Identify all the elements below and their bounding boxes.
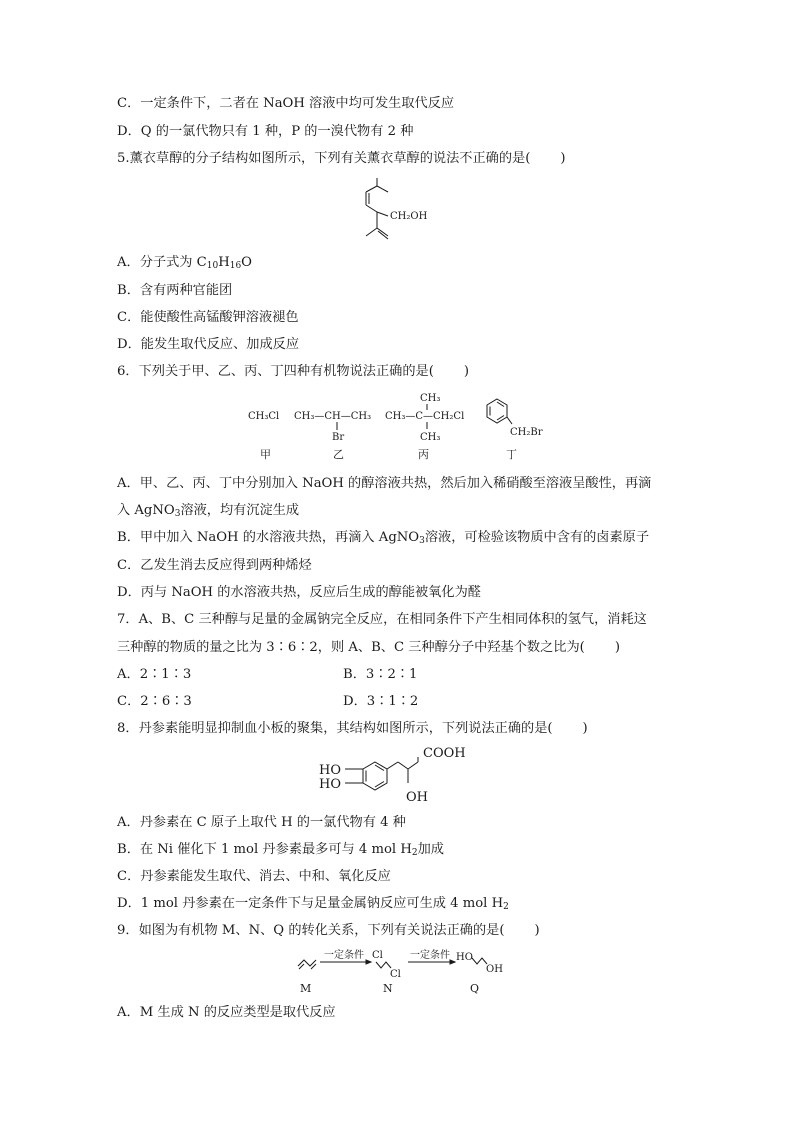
q6-option-a-line2 bbox=[117, 503, 299, 519]
q7-option-d: D．3∶1∶2 bbox=[343, 694, 419, 709]
q8-fig-ho-bottom: HO bbox=[319, 777, 341, 792]
q4-option-c: C．一定条件下，二者在 NaOH 溶液中均可发生取代反应 bbox=[117, 96, 455, 111]
q8-fig-cooh: COOH bbox=[423, 746, 466, 761]
q6-option-b-post: 溶液，可检验该物质中含有的卤素原子 bbox=[424, 530, 650, 545]
q6-compounds-figure bbox=[240, 388, 570, 466]
q9-fig-cond1: 一定条件 bbox=[324, 950, 364, 961]
q9-fig-ho: HO bbox=[456, 952, 473, 963]
q9-fig-label-n: N bbox=[383, 982, 393, 995]
q5-stem-text: 5.薰衣草醇的分子结构如图所示，下列有关薰衣草醇的说法不正确的是( bbox=[117, 151, 531, 166]
q8-danshensu-structure bbox=[315, 740, 485, 810]
q8-option-b-post: 加成 bbox=[417, 842, 444, 857]
q5-option-a-sub1: 10 bbox=[206, 261, 219, 271]
q6-fig-name-yi: 乙 bbox=[333, 448, 344, 461]
q6-fig-yi-row: CH₃—CH—CH₃ bbox=[294, 411, 372, 422]
q7-option-a: A．2∶1∶3 bbox=[117, 667, 192, 682]
q7-stem-line1: 7．A、B、C 三种醇与足量的金属钠完全反应，在相同条件下产生相同体积的氢气，消耗这 bbox=[117, 612, 647, 627]
q9-fig-label-q: Q bbox=[470, 982, 480, 995]
q9-conversion-scheme bbox=[290, 944, 520, 1000]
q5-option-a-o: O bbox=[241, 255, 252, 270]
q9-fig-oh: OH bbox=[486, 964, 503, 975]
q8-option-b-sub: 2 bbox=[411, 848, 418, 858]
q5-option-a-h: H bbox=[218, 255, 230, 270]
q6-stem-close: ) bbox=[463, 364, 470, 379]
q5-stem bbox=[117, 151, 566, 167]
q7-stem-text: 三种醇的物质的量之比为 3∶6∶2，则 A、B、C 三种醇分子中羟基个数之比为( bbox=[117, 640, 585, 655]
q5-option-a bbox=[117, 255, 252, 271]
q5-stem-close: ) bbox=[560, 151, 566, 166]
q5-fig-ch2oh: CH₂OH bbox=[390, 211, 428, 222]
q9-fig-cl-top: Cl bbox=[372, 950, 383, 961]
q7-stem-line2 bbox=[117, 640, 620, 656]
q5-lavandulol-structure bbox=[340, 172, 460, 252]
q6-benzene-ring bbox=[487, 399, 512, 424]
q8-option-d-text: D．1 mol 丹参素在一定条件下与足量金属钠反应可生成 4 mol H bbox=[117, 896, 504, 911]
q8-stem-text: 8．丹参素能明显抑制血小板的聚集，其结构如图所示，下列说法正确的是( bbox=[117, 721, 553, 736]
q8-fig-ho-top: HO bbox=[319, 763, 341, 778]
q6-option-a2-post: 溶液，均有沉淀生成 bbox=[180, 503, 300, 518]
q9-fig-cl-bottom: Cl bbox=[390, 969, 401, 980]
q6-option-c: C．乙发生消去反应得到两种烯烃 bbox=[117, 558, 312, 573]
q9-stem-text: 9．如图为有机物 M、N、Q 的转化关系，下列有关说法正确的是( bbox=[117, 923, 505, 938]
q8-option-d bbox=[117, 896, 509, 912]
q8-fig-oh: OH bbox=[406, 790, 428, 805]
q8-option-a: A．丹参素在 C 原子上取代 H 的一氯代物有 4 种 bbox=[117, 815, 406, 830]
q6-fig-ding-label: CH₂Br bbox=[510, 427, 543, 438]
q6-option-a2-sub: 3 bbox=[174, 509, 181, 519]
q5-option-a-text: A．分子式为 C bbox=[117, 255, 207, 270]
q6-option-b bbox=[117, 530, 649, 546]
q6-option-a2-text: 入 AgNO bbox=[117, 503, 175, 518]
q9-fig-label-m: M bbox=[300, 982, 312, 995]
q8-option-d-sub: 2 bbox=[503, 902, 509, 912]
q6-fig-yi-br: Br bbox=[332, 432, 345, 443]
q9-stem bbox=[117, 923, 540, 939]
q7-option-c: C．2∶6∶3 bbox=[117, 694, 192, 709]
q6-fig-bing-top: CH₃ bbox=[420, 393, 441, 404]
q8-option-c: C．丹参素能发生取代、消去、中和、氧化反应 bbox=[117, 869, 391, 884]
q7-stem-close: ) bbox=[614, 640, 620, 655]
q8-option-b-text: B．在 Ni 催化下 1 mol 丹参素最多可与 4 mol H bbox=[117, 842, 412, 857]
q5-option-a-sub2: 16 bbox=[229, 261, 242, 271]
q8-stem bbox=[117, 721, 588, 737]
q6-stem bbox=[117, 364, 469, 380]
q6-fig-name-jia: 甲 bbox=[260, 448, 271, 461]
q8-stem-close: ) bbox=[582, 721, 588, 736]
q6-option-a-line1: A．甲、乙、丙、丁中分别加入 NaOH 的醇溶液共热，然后加入稀硝酸至溶液呈酸性，再滴 bbox=[117, 476, 652, 491]
q5-option-b: B．含有两种官能团 bbox=[117, 283, 233, 298]
q6-option-b-text: B．甲中加入 NaOH 的水溶液共热，再滴入 AgNO bbox=[117, 530, 420, 545]
q5-option-c: C．能使酸性高锰酸钾溶液褪色 bbox=[117, 310, 299, 325]
q6-fig-jia: CH₃Cl bbox=[248, 411, 280, 422]
q5-option-d: D．能发生取代反应、加成反应 bbox=[117, 337, 300, 352]
q6-option-b-sub: 3 bbox=[419, 536, 425, 546]
q6-fig-bing-row: CH₃—C—CH₂Cl bbox=[385, 411, 465, 422]
q6-stem-text: 6．下列关于甲、乙、丙、丁四种有机物说法正确的是( bbox=[117, 364, 434, 379]
q6-option-d: D．丙与 NaOH 的水溶液共热，反应后生成的醇能被氧化为醛 bbox=[117, 585, 481, 600]
q6-fig-name-ding: 丁 bbox=[506, 448, 517, 461]
q8-option-b bbox=[117, 842, 444, 858]
q9-option-a: A．M 生成 N 的反应类型是取代反应 bbox=[117, 1005, 336, 1020]
q7-option-b: B．3∶2∶1 bbox=[343, 667, 418, 682]
q6-fig-bing-bottom: CH₃ bbox=[420, 432, 441, 443]
q9-fig-cond2: 一定条件 bbox=[410, 950, 450, 961]
q4-option-d: D．Q 的一氯代物只有 1 种，P 的一溴代物有 2 种 bbox=[117, 124, 414, 139]
q6-fig-name-bing: 丙 bbox=[418, 448, 429, 461]
q9-stem-close: ) bbox=[534, 923, 540, 938]
